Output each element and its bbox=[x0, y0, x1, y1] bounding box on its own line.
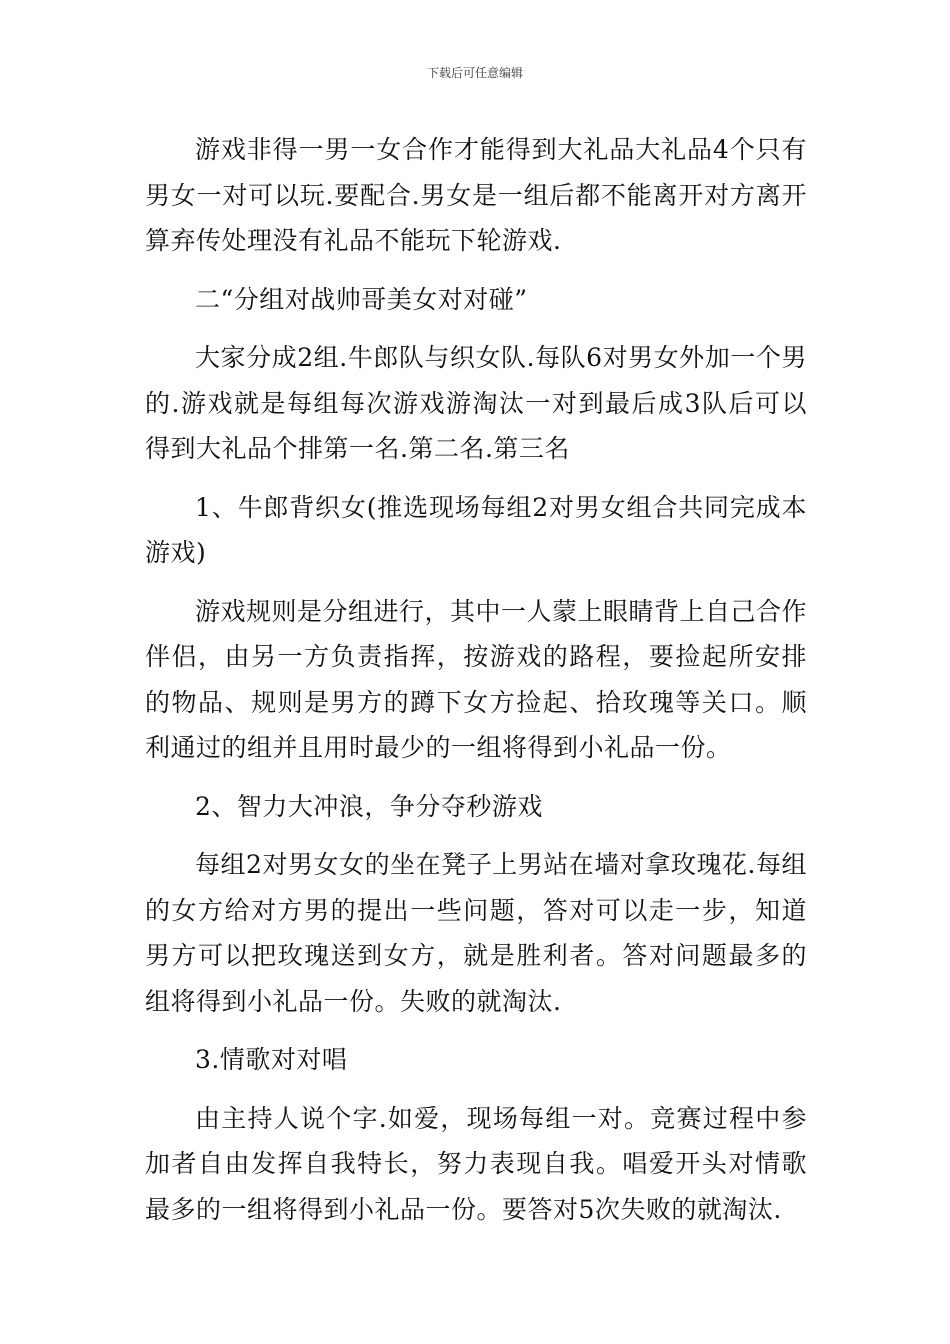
item-heading-love-songs: 3.情歌对对唱 bbox=[195, 1045, 348, 1074]
page-header: 下载后可任意编辑 bbox=[426, 66, 523, 80]
item-heading-quiz: 2、智力大冲浪，争分夺秒游戏 bbox=[195, 791, 543, 821]
paragraph-love-songs-rules: 由主持人说个字.如爱，现场每组一对。竞赛过程中参加者自由发挥自我特长，努力表现自我。唱爱开头对情歌最多的一组将得到小礼品一份。要答对5次失败的就淘汰. bbox=[145, 1103, 807, 1224]
paragraph-team-division: 大家分成2组.牛郎队与织女队.每队6对男女外加一个男的.游戏就是每组每次游戏游淘汰一对到最后成3队后可以得到大礼品个排第一名.第二名.第三名 bbox=[145, 343, 807, 463]
document-body bbox=[145, 127, 807, 1245]
paragraph-quiz-rules: 每组2对男女女的坐在凳子上男站在墙对拿玫瑰花.每组的女方给对方男的提出一些问题，答对可以走一步，知道男方可以把玫瑰送到女方，就是胜利者。答对问题最多的组将得到小礼品一份。失败的就淘汰. bbox=[145, 850, 807, 1016]
paragraph-game-rule-intro: 游戏非得一男一女合作才能得到大礼品大礼品4个只有男女一对可以玩.要配合.男女是一组后都不能离开对方离开算弃传处理没有礼品不能玩下轮游戏. bbox=[145, 135, 807, 255]
item-heading-cowherd: 1、牛郎背织女(推选现场每组2对男女组合共同完成本游戏) bbox=[145, 492, 807, 567]
section-heading-group-battle: 二“分组对战帅哥美女对对碰” bbox=[195, 284, 528, 314]
paragraph-cowherd-rules: 游戏规则是分组进行，其中一人蒙上眼睛背上自己合作伴侣，由另一方负责指挥，按游戏的路程，要捡起所安排的物品、规则是男方的蹲下女方捡起、拾玫瑰等关口。顺利通过的组并且用时最少的一组将得到小礼品一份。 bbox=[145, 596, 808, 762]
